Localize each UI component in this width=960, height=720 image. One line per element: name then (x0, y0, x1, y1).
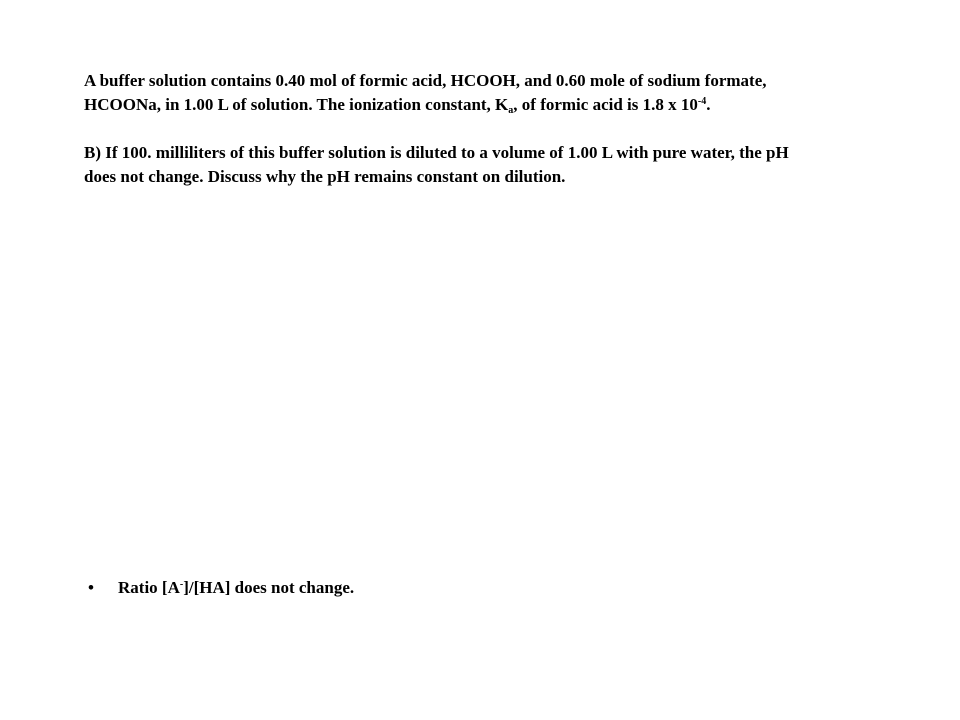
problem-intro-line-2 (84, 93, 884, 117)
answer-text-end: ]/[HA] does not change. (183, 578, 355, 597)
intro-line-2-start: HCOONa, in 1.00 L of solution. The ionization constant, K (84, 95, 509, 114)
part-b-line-1: B) If 100. milliliters of this buffer solution is diluted to a volume of 1.00 L with pure water, the pH (84, 143, 789, 162)
answer-item (84, 576, 354, 600)
answer-text-start: Ratio [A (118, 578, 180, 597)
paragraph-gap (84, 117, 884, 141)
intro-line-2-middle: , of formic acid is 1.8 x 10 (513, 95, 698, 114)
intro-line-2-end: . (706, 95, 711, 114)
problem-statement (84, 69, 884, 189)
part-b-line-2: does not change. Discuss why the pH remains constant on dilution. (84, 167, 566, 186)
bullet-icon: • (88, 578, 94, 597)
anion-charge-superscript: - (179, 579, 184, 590)
answer-list (84, 576, 354, 600)
ka-subscript: a (508, 105, 514, 116)
problem-intro-line-1: A buffer solution contains 0.40 mol of formic acid, HCOOH, and 0.60 mole of sodium formate, (84, 71, 767, 90)
exponent-superscript: -4 (697, 96, 707, 107)
